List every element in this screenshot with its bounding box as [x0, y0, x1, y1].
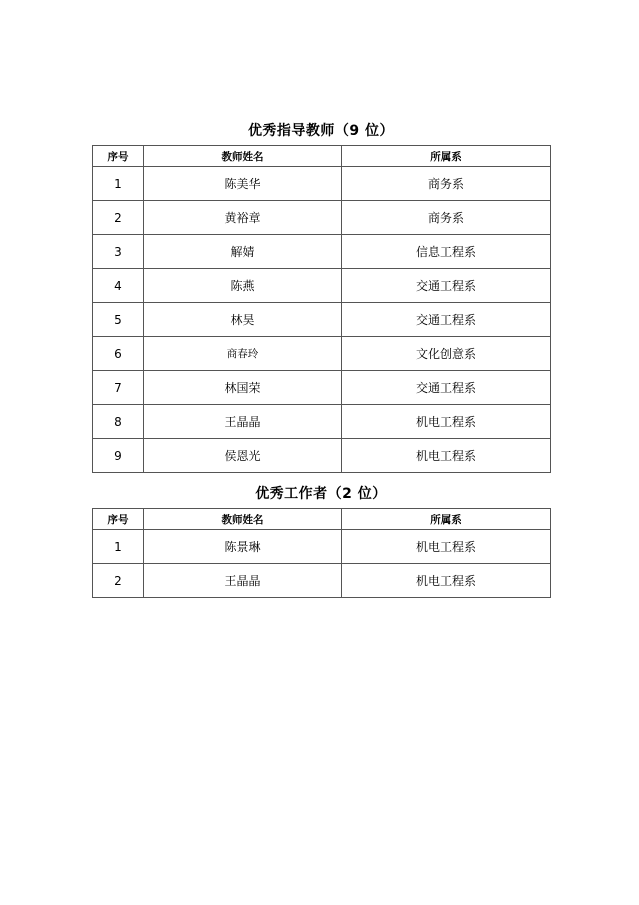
table-row	[93, 167, 551, 201]
cell-department: 文化创意系	[342, 337, 551, 371]
cell-teacher-name: 解婧	[144, 235, 342, 269]
cell-department: 信息工程系	[342, 235, 551, 269]
cell-index: 2	[93, 564, 144, 598]
section-title-excellent-instructors: 优秀指导教师（9 位）	[247, 123, 395, 139]
table-row	[93, 269, 551, 303]
header-index: 序号	[93, 509, 144, 530]
cell-teacher-name: 王晶晶	[144, 405, 342, 439]
cell-department: 机电工程系	[342, 405, 551, 439]
cell-index: 4	[93, 269, 144, 303]
cell-department: 商务系	[342, 167, 551, 201]
table-row	[93, 405, 551, 439]
header-teacher-name: 教师姓名	[144, 509, 342, 530]
table-header-row	[93, 509, 551, 530]
cell-department: 交通工程系	[342, 269, 551, 303]
header-index: 序号	[93, 146, 144, 167]
cell-index: 1	[93, 167, 144, 201]
header-department: 所属系	[342, 146, 551, 167]
cell-index: 3	[93, 235, 144, 269]
table-row	[93, 201, 551, 235]
cell-department: 交通工程系	[342, 371, 551, 405]
table-row	[93, 530, 551, 564]
table-row	[93, 337, 551, 371]
cell-index: 8	[93, 405, 144, 439]
table-row	[93, 564, 551, 598]
table-row	[93, 303, 551, 337]
cell-index: 5	[93, 303, 144, 337]
cell-index: 6	[93, 337, 144, 371]
cell-index: 1	[93, 530, 144, 564]
table-header-row	[93, 146, 551, 167]
cell-index: 9	[93, 439, 144, 473]
cell-department: 机电工程系	[342, 439, 551, 473]
cell-teacher-name: 王晶晶	[144, 564, 342, 598]
excellent-instructors-table	[92, 145, 551, 473]
table-row	[93, 439, 551, 473]
table-row	[93, 235, 551, 269]
cell-teacher-name: 林国荣	[144, 371, 342, 405]
section-title-excellent-workers: 优秀工作者（2 位）	[255, 486, 387, 502]
cell-index: 2	[93, 201, 144, 235]
cell-teacher-name: 陈景琳	[144, 530, 342, 564]
cell-teacher-name: 侯恩光	[144, 439, 342, 473]
cell-teacher-name: 陈燕	[144, 269, 342, 303]
cell-teacher-name: 商春玲	[144, 337, 342, 371]
header-teacher-name: 教师姓名	[144, 146, 342, 167]
cell-department: 机电工程系	[342, 530, 551, 564]
cell-teacher-name: 林昊	[144, 303, 342, 337]
cell-department: 交通工程系	[342, 303, 551, 337]
cell-department: 商务系	[342, 201, 551, 235]
cell-department: 机电工程系	[342, 564, 551, 598]
table-row	[93, 371, 551, 405]
excellent-workers-table	[92, 508, 551, 598]
cell-teacher-name: 陈美华	[144, 167, 342, 201]
cell-teacher-name: 黄裕章	[144, 201, 342, 235]
cell-index: 7	[93, 371, 144, 405]
header-department: 所属系	[342, 509, 551, 530]
